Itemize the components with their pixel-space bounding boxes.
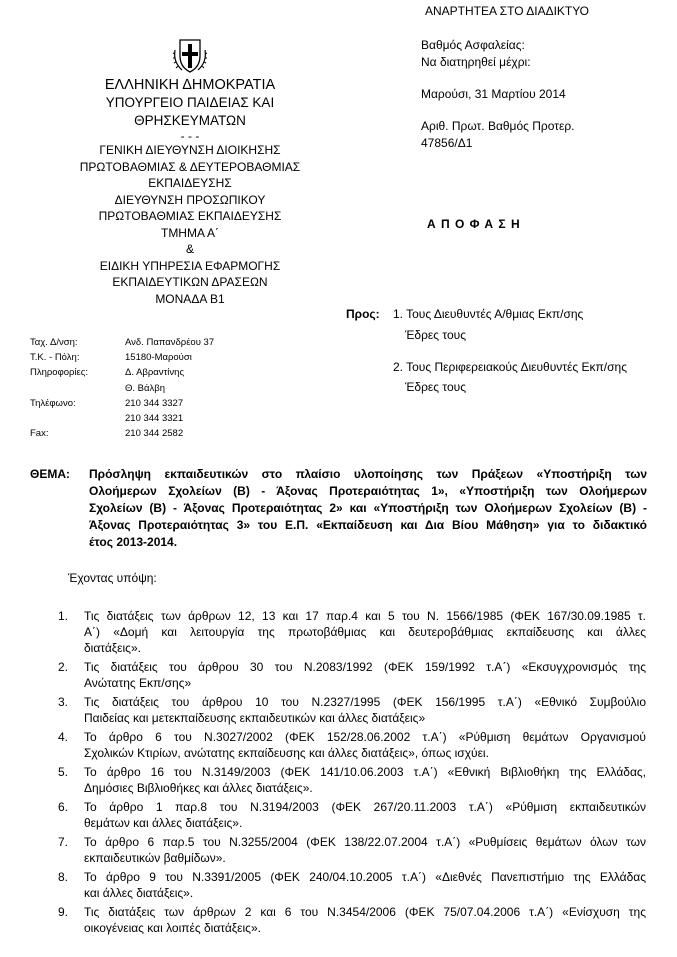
greek-coat-of-arms-icon [172, 36, 208, 74]
contact-label: Ταχ. Δ/νση: [30, 337, 78, 348]
list-item-line: Το άρθρο 1 παρ.8 του Ν.3194/2003 (ΦΕΚ 267/20.11.2003 τ.Α΄) «Ρύθμιση εκπαιδευτικών [84, 800, 646, 814]
subject-line: έτος 2013-2014. [89, 535, 178, 549]
contact-label: Τ.Κ. - Πόλη: [30, 352, 80, 364]
recipient-seat: Έδρες τους [405, 328, 466, 342]
contact-row [30, 335, 214, 350]
list-item-line: Το άρθρο 9 του Ν.3391/2005 (ΦΕΚ 240/04.10.2005 τ.Α΄) «Διεθνές Πανεπιστήμιο της Ελλάδας [84, 870, 646, 884]
contact-label [30, 381, 125, 396]
list-item [58, 659, 646, 691]
department-line: & [185, 242, 194, 256]
contact-value: Ανδ. Παπανδρέου 37 [125, 337, 215, 348]
place-date: Μαρούσι, 31 Μαρτίου 2014 [421, 87, 566, 101]
list-item [58, 904, 646, 936]
list-item-line: εκπαιδευτικών βαθμίδων». [84, 851, 226, 865]
posted-online-note: ΑΝΑΡΤΗΤΕΑ ΣΤΟ ΔΙΑΔΙΚΤΥΟ [425, 4, 589, 18]
list-item [58, 694, 646, 726]
list-item-line: Α΄) «Δομή και λειτουργία της πρωτοβάθμιας και δευτεροβάθμιας εκπαίδευσης και άλλες [84, 625, 646, 639]
list-item [58, 608, 646, 656]
list-item-line: Το άρθρο 6 παρ.5 του Ν.3255/2004 (ΦΕΚ 138/22.07.2004 τ.Α΄) «Ρυθμίσεις θεμάτων όλων των [84, 835, 646, 849]
list-item-line: Τις διατάξεις των άρθρων 2 και 6 του Ν.3454/2006 (ΦΕΚ 75/07.04.2006 τ.Α΄) «Ενίσχυση της [84, 905, 646, 919]
list-item-number: 4. [58, 730, 69, 744]
department-line: ΕΚΠΑΙΔΕΥΤΙΚΩΝ ΔΡΑΣΕΩΝ [112, 275, 268, 289]
contact-row [30, 426, 214, 441]
contact-value: 15180-Μαρούσι [125, 352, 192, 364]
subject-line: Άξονας Προτεραιότητας 3» του Ε.Π. «Εκπαίδευση και Δια Βίου Μάθηση» για το διδακτικό [89, 518, 647, 532]
issuer-header [60, 36, 320, 307]
protocol-label: Αριθ. Πρωτ. Βαθμός Προτερ. [421, 119, 575, 133]
list-item-line: διατάξεις». [84, 641, 141, 655]
legal-basis-list [58, 608, 646, 939]
recipient-line: 1. Τους Διευθυντές Α/θμιας Εκπ/σης [393, 307, 584, 321]
contact-value: 210 344 3321 [125, 413, 184, 425]
security-level: Βαθμός Ασφαλείας: [421, 38, 525, 52]
recipients-label: Προς: [346, 307, 380, 321]
list-item-number: 5. [58, 765, 69, 779]
subject-label: ΘΕΜΑ: [30, 467, 70, 481]
subject-text [89, 466, 647, 551]
list-item-line: Ανώτατης Εκπ/σης» [84, 676, 192, 690]
list-item-number: 6. [58, 800, 69, 814]
contact-row [30, 350, 214, 365]
contact-value: Δ. Αβραντίνης [125, 367, 185, 379]
department-line: ΕΙΔΙΚΗ ΥΠΗΡΕΣΙΑ ΕΦΑΡΜΟΓΗΣ [99, 258, 281, 273]
contact-value: Θ. Βάλβη [125, 382, 165, 394]
list-item-number: 3. [58, 695, 69, 709]
list-item [58, 729, 646, 761]
list-item-number: 8. [58, 870, 69, 884]
list-item-number: 9. [58, 905, 69, 919]
decision-title: Α Π Ο Φ Α Σ Η [427, 217, 521, 231]
keep-until: Να διατηρηθεί μέχρι: [421, 55, 531, 69]
list-item-line: Το άρθρο 6 του Ν.3027/2002 (ΦΕΚ 152/28.06.2002 τ.Α΄) «Ρύθμιση θεμάτων Οργανισμού [84, 730, 646, 744]
list-item-number: 2. [58, 660, 69, 674]
contact-row [30, 411, 214, 426]
contact-value: 210 344 3327 [125, 397, 184, 409]
department-line: ΠΡΩΤΟΒΑΘΜΙΑΣ & ΔΕΥΤΕΡΟΒΑΘΜΙΑΣ [79, 159, 301, 174]
considering-heading: Έχοντας υπόψη: [68, 571, 157, 585]
contact-label [30, 411, 125, 426]
subject-line: Ολοήμερων Σχολείων (Β) - Άξονας Προτεραιότητας 1», «Υποστήριξη των Ολοήμερων [89, 484, 647, 498]
list-item-line: Το άρθρο 16 του Ν.3149/2003 (ΦΕΚ 141/10.06.2003 τ.Α΄) «Εθνική Βιβλιοθήκη της Ελλάδας, [84, 765, 646, 779]
recipient-line: 2. Τους Περιφερειακούς Διευθυντές Εκπ/σης [393, 360, 627, 374]
department-line: ΕΚΠΑΙΔΕΥΣΗΣ [148, 176, 232, 190]
list-item-line: Σχολικών Κτιρίων, ανώτατης εκπαίδευσης και άλλες διατάξεις», όπως ισχύει. [84, 746, 489, 760]
list-item [58, 764, 646, 796]
contact-label: Τηλέφωνο: [30, 397, 76, 409]
list-item-line: Δημόσιες Βιβλιοθήκες και άλλες διατάξεις». [84, 781, 313, 795]
department-line: ΠΡΩΤΟΒΑΘΜΙΑΣ ΕΚΠΑΙΔΕΥΣΗΣ [98, 209, 282, 223]
subject-line: Σχολείων (Β) - Άξονας Προτεραιότητας 2» και «Υποστήριξη των Ολοήμερων Σχολείων (Β) - [89, 501, 647, 515]
department-line: ΤΜΗΜΑ Α΄ [160, 225, 219, 240]
list-item-line: Τις διατάξεις του άρθρου 30 του Ν.2083/1992 (ΦΕΚ 159/1992 τ.Α΄) «Εκσυγχρονισμός της [84, 660, 646, 674]
contact-details [30, 335, 214, 441]
contact-row [30, 396, 214, 411]
ministry-name: ΥΠΟΥΡΓΕΙΟ ΠΑΙΔΕΙΑΣ ΚΑΙ ΘΡΗΣΚΕΥΜΑΤΩΝ [105, 95, 275, 128]
department-line: ΜΟΝΑΔΑ Β1 [155, 291, 225, 306]
subject-line: Πρόσληψη εκπαιδευτικών στο πλαίσιο υλοποίησης των Πράξεων «Υποστήριξη των [89, 467, 647, 481]
protocol-number: 47856/Δ1 [421, 136, 473, 150]
list-item [58, 834, 646, 866]
contact-label: Πληροφορίες: [30, 367, 88, 379]
contact-label: Fax: [30, 428, 49, 440]
department-line: ΓΕΝΙΚΗ ΔΙΕΥΘΥΝΣΗ ΔΙΟΙΚΗΣΗΣ [99, 143, 281, 157]
list-item-line: θεμάτων και άλλες διατάξεις». [84, 816, 243, 830]
list-item-number: 7. [58, 835, 69, 849]
list-item-line: οικογένειας και λοιπές διατάξεις». [84, 921, 261, 935]
list-item-line: και άλλες διατάξεις». [84, 886, 194, 900]
header-separator: - - - [180, 129, 200, 143]
list-item-line: Τις διατάξεις των άρθρων 12, 13 και 17 παρ.4 και 5 του Ν. 1566/1985 (ΦΕΚ 167/30.09.1985 τ. [84, 609, 646, 623]
contact-row [30, 365, 214, 380]
department-line: ΔΙΕΥΘΥΝΣΗ ΠΡΟΣΩΠΙΚΟΥ [114, 192, 266, 207]
country-name: ΕΛΛΗΝΙΚΗ ΔΗΜΟΚΡΑΤΙΑ [104, 77, 276, 93]
contact-value: 210 344 2582 [125, 428, 184, 440]
list-item-number: 1. [58, 609, 69, 623]
contact-row [30, 381, 214, 396]
list-item-line: Παιδείας και μετεκπαίδευσης εκπαιδευτικών και άλλες διατάξεις» [84, 711, 426, 725]
recipient-seat: Έδρες τους [405, 380, 466, 394]
list-item [58, 799, 646, 831]
list-item-line: Τις διατάξεις του άρθρου 10 του Ν.2327/1995 (ΦΕΚ 156/1995 τ.Α΄) «Εθνικό Συμβούλιο [84, 695, 646, 709]
list-item [58, 869, 646, 901]
